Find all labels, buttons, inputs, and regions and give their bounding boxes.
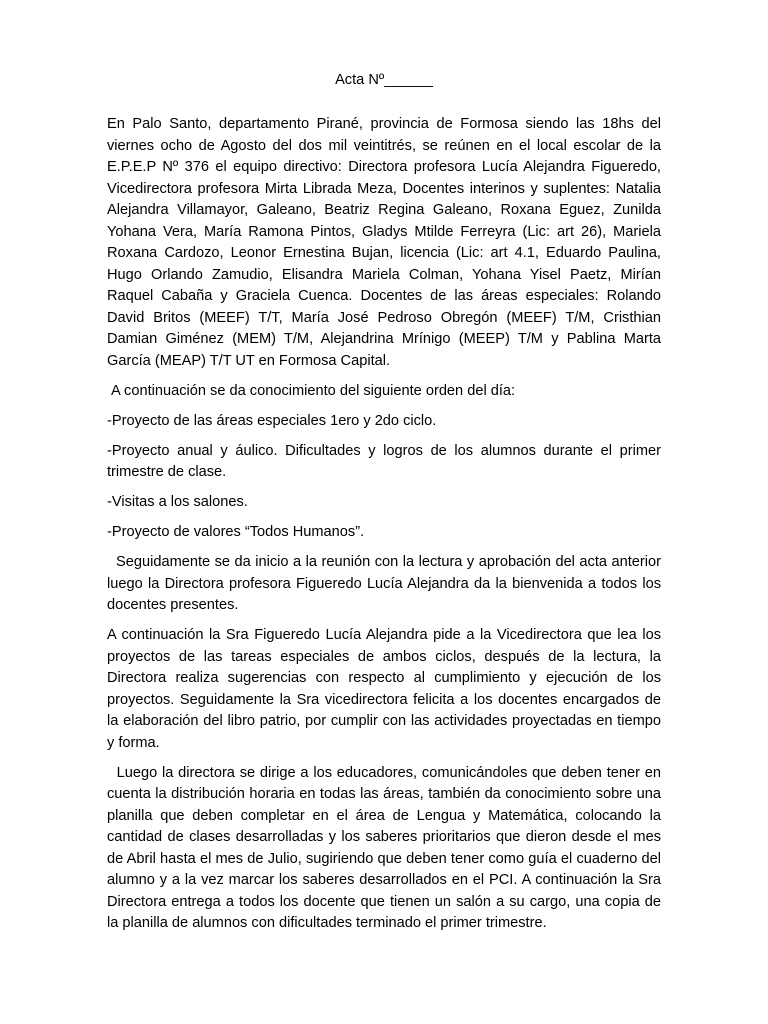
paragraph-reading-approval: Seguidamente se da inicio a la reunión con la lectura y aprobación del acta anterior luego la Directora profesora Figueredo Lucía Alejandra da la bienvenida a todos los docentes presentes. — [107, 554, 661, 613]
document-title: Acta Nº______ — [335, 72, 433, 88]
paragraph-opening: En Palo Santo, departamento Pirané, provincia de Formosa siendo las 18hs del viernes ocho de Agosto del dos mil veintitrés, se reúnen en el local escolar de la E.P.E.P Nº 376 el equipo directivo: Directora profesora Lucía Alejandra Figueredo, Vicedirectora profesora Mirta Librada Meza, Docentes interinos y suplentes: Natalia Alejandra Villamayor, Galeano, Beatriz Regina Galeano, Roxana Eguez, Zunilda Yohana Vera, María Ramona Pintos, Gladys Mtilde Ferreyra (Lic: art 26), Mariela Roxana Cardozo, Leonor Ernestina Bujan, licencia (Lic: art 4.1, Eduardo Paulina, Hugo Orlando Zamudio, Elisandra Mariela Colman, Yohana Yisel Paetz, Mirían Raquel Cabaña y Graciela Cuenca. Docentes de las áreas especiales: Rolando David Britos (MEEF) T/T, María José Pedroso Obregón (MEEF) T/M, Cristhian Damian Giménez (MEM) T/M, Alejandrina Mrínigo (MEEP) T/M y Pablina Marta García (MEAP) T/T UT en Formosa Capital. — [107, 116, 661, 369]
document-body — [107, 114, 661, 943]
agenda-item-3: -Visitas a los salones. — [107, 494, 248, 510]
agenda-item-2: -Proyecto anual y áulico. Dificultades y logros de los alumnos durante el primer trimestre de clase. — [107, 442, 661, 480]
agenda-item-1: -Proyecto de las áreas especiales 1ero y 2do ciclo. — [107, 412, 437, 429]
paragraph-agenda-intro: A continuación se da conocimiento del siguiente orden del día: — [107, 382, 516, 399]
paragraph-director-instructions: Luego la directora se dirige a los educadores, comunicándoles que deben tener en cuenta la distribución horaria en todas las áreas, también da conocimiento sobre una planilla que deben completar en el área de Lengua y Matemática, colocando la cantidad de clases desarrolladas y los saberes prioritarios que dieron desde el mes de Abril hasta el mes de Julio, sugiriendo que deben tener como guía el cuaderno del alumno y a la vez marcar los saberes desarrollados en el PCI. A continuación la Sra Directora entrega a todos los docente que tienen un salón a su cargo, una copia de la planilla de alumnos con dificultades terminado el primer trimestre. — [107, 764, 661, 931]
paragraph-projects-reading: A continuación la Sra Figueredo Lucía Alejandra pide a la Vicedirectora que lea los proyectos de las tareas especiales de ambos ciclos, después de la lectura, la Directora realiza sugerencias con respecto al cumplimiento y ejecución de los proyectos. Seguidamente la Sra vicedirectora felicita a los docentes encargados de la elaboración del libro patrio, por cumplir con las actividades proyectadas en tiempo y forma. — [107, 627, 661, 751]
agenda-item-4: -Proyecto de valores “Todos Humanos”. — [107, 524, 365, 540]
